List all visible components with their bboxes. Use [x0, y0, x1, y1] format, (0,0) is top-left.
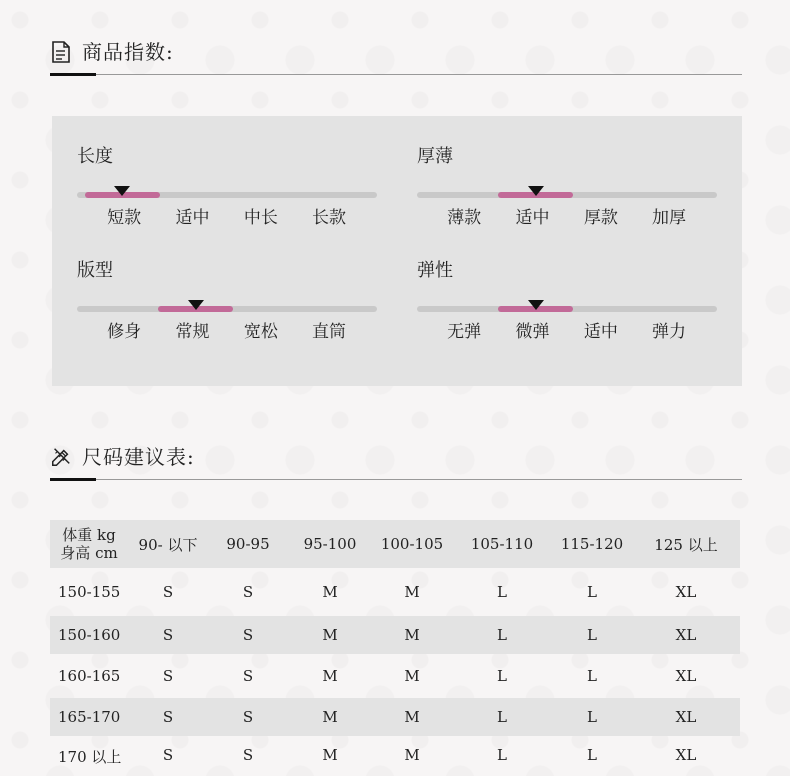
metric-label: 长度	[77, 146, 113, 167]
divider-accent	[50, 478, 96, 481]
metric-track	[417, 192, 717, 198]
header-weight-label: 体重 kg	[62, 526, 116, 544]
index-section-title: 商品指数:	[82, 40, 174, 64]
size-section-title: 尺码建议表:	[82, 445, 195, 469]
divider	[50, 479, 742, 480]
column-header: 105-110	[470, 535, 534, 553]
header-height-label: 身高 cm	[60, 544, 118, 562]
size-cell: S	[242, 746, 254, 764]
metric-option: 短款	[107, 208, 142, 228]
metric-option: 适中	[175, 208, 210, 228]
table-row	[50, 568, 740, 616]
size-cell: S	[162, 708, 174, 726]
row-height: 150-155	[58, 583, 121, 601]
size-cell: M	[404, 667, 420, 685]
product-index-panel	[52, 116, 742, 386]
metric-options	[77, 320, 377, 344]
size-cell: S	[162, 583, 174, 601]
row-height: 160-165	[58, 667, 121, 685]
metric-option: 长款	[312, 208, 346, 228]
size-cell: M	[322, 746, 338, 764]
size-cell: L	[497, 667, 507, 685]
column-header: 90- 以下	[138, 535, 198, 554]
metric-option: 无弹	[447, 322, 482, 342]
size-cell: M	[404, 746, 420, 764]
size-cell: L	[587, 708, 597, 726]
size-cell: L	[587, 667, 597, 685]
table-header-row	[50, 520, 740, 568]
table-row	[50, 616, 740, 654]
size-cell: M	[322, 626, 338, 644]
size-cell: M	[404, 708, 420, 726]
metric-option: 中长	[243, 208, 278, 228]
metric-elasticity	[417, 260, 717, 360]
size-cell: M	[404, 626, 420, 644]
metric-track	[77, 306, 377, 312]
column-header: 95-100	[303, 535, 357, 553]
size-cell: S	[242, 667, 254, 685]
metric-track	[417, 306, 717, 312]
metric-option: 薄款	[447, 208, 482, 228]
column-header: 125 以上	[654, 535, 718, 554]
metric-label: 版型	[77, 260, 113, 281]
header-weight-height	[50, 520, 128, 568]
metric-length	[77, 146, 377, 246]
size-cell: XL	[675, 708, 697, 726]
metric-option: 微弹	[515, 322, 550, 342]
metric-option: 弹力	[652, 322, 686, 342]
size-cell: XL	[675, 667, 697, 685]
metric-fit	[77, 260, 377, 360]
metric-options	[77, 206, 377, 230]
size-cell: S	[162, 746, 174, 764]
size-cell: XL	[675, 626, 697, 644]
size-cell: L	[587, 583, 597, 601]
size-cell: M	[322, 708, 338, 726]
metric-thickness	[417, 146, 717, 246]
column-header: 115-120	[560, 535, 624, 553]
metric-option: 厚款	[583, 208, 618, 228]
metric-option: 加厚	[652, 208, 686, 228]
size-section-header	[50, 445, 742, 480]
size-cell: S	[162, 667, 174, 685]
metric-marker-icon	[114, 186, 130, 196]
metric-option: 适中	[583, 322, 618, 342]
size-cell: M	[404, 583, 420, 601]
index-section-header	[50, 40, 742, 75]
table-row	[50, 654, 740, 698]
metric-options	[417, 206, 717, 230]
metric-option: 宽松	[243, 322, 278, 342]
size-cell: S	[242, 626, 254, 644]
size-cell: S	[162, 626, 174, 644]
size-cell: L	[497, 583, 507, 601]
size-cell: XL	[675, 746, 697, 764]
table-row	[50, 698, 740, 736]
size-cell: L	[497, 708, 507, 726]
size-cell: L	[587, 626, 597, 644]
size-cell: L	[497, 746, 507, 764]
size-cell: M	[322, 583, 338, 601]
document-icon	[50, 40, 72, 64]
row-height: 170 以上	[58, 748, 122, 766]
metric-label: 弹性	[417, 260, 453, 281]
metric-option: 直筒	[312, 322, 346, 342]
size-cell: S	[242, 708, 254, 726]
metric-marker-icon	[528, 300, 544, 310]
metric-option: 常规	[175, 322, 210, 342]
metric-track	[77, 192, 377, 198]
divider-accent	[50, 73, 96, 76]
metric-options	[417, 320, 717, 344]
column-header: 100-105	[380, 535, 444, 553]
row-height: 165-170	[58, 708, 121, 726]
size-table	[50, 520, 740, 776]
metric-marker-icon	[528, 186, 544, 196]
ruler-pencil-icon	[50, 445, 72, 469]
column-header: 90-95	[226, 535, 270, 553]
metric-option: 修身	[107, 322, 142, 342]
size-cell: M	[322, 667, 338, 685]
size-cell: XL	[675, 583, 697, 601]
divider	[50, 74, 742, 75]
metric-label: 厚薄	[417, 146, 453, 167]
size-cell: S	[242, 583, 254, 601]
metric-marker-icon	[188, 300, 204, 310]
size-cell: L	[497, 626, 507, 644]
metric-option: 适中	[515, 208, 550, 228]
table-row	[50, 736, 740, 776]
size-cell: L	[587, 746, 597, 764]
row-height: 150-160	[58, 626, 121, 644]
